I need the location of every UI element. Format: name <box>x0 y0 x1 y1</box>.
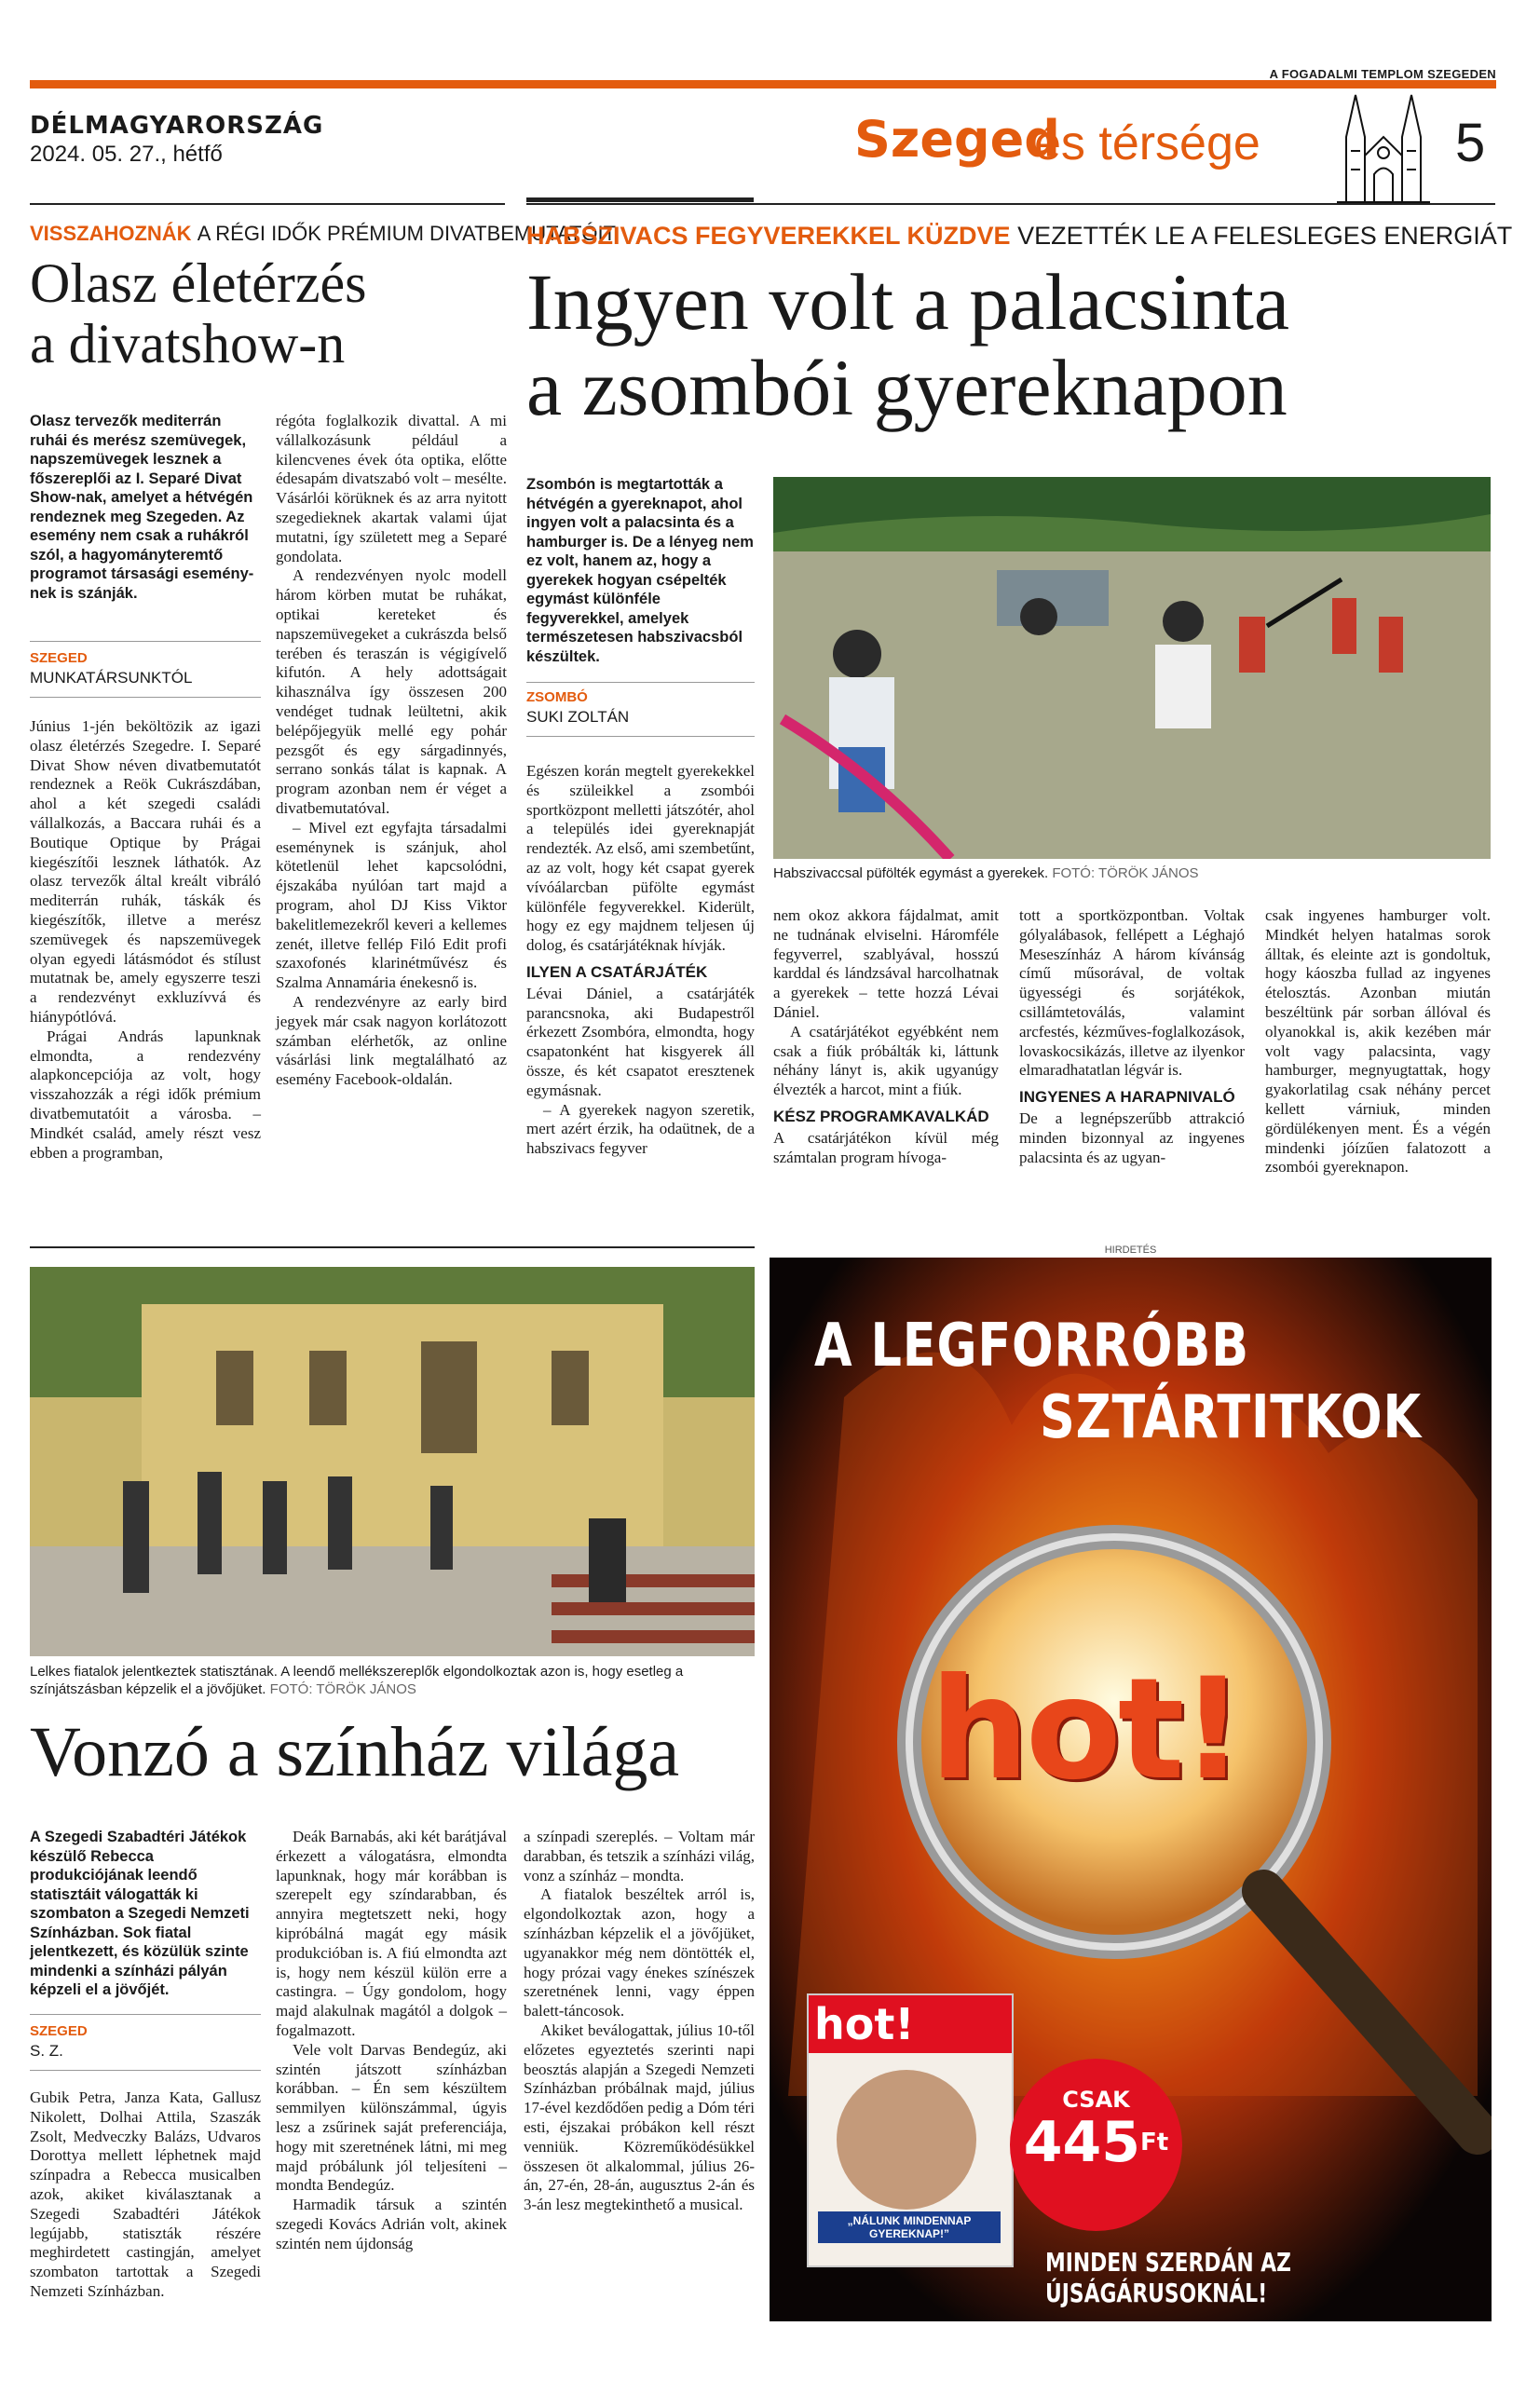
photo-credit: FOTÓ: TÖRÖK JÁNOS <box>1052 865 1199 881</box>
paragraph: A rendezvényen nyolc modell három körben mutat be ruhákat, optikai kereteket és napszemüvegeket a cukrászda belső terében és teraszán is végigívelő kifutón. A hely adottságait kihasználva így összesen 200 vendéget tudnak leültetni, akik belépőjegyük mellé egy pohár pezsgőt és egy sárgadinnyés, serrano sonkás tálat is kapnak. A program azonban nem ér véget a divatbemutatóval. <box>276 566 507 817</box>
subheading: ILYEN A CSATÁRJÁTÉK <box>526 962 708 981</box>
title-line: Ingyen volt a palacsinta <box>526 257 1290 347</box>
cover-headline: „NÁLUNK MINDENNAP GYEREKNAP!” <box>818 2211 1001 2243</box>
paragraph: – A gyerekek nagyon szeretik, mert azért érzik, ha odaütnek, de a habszivacs fegyver <box>526 1100 755 1158</box>
cathedral-icon <box>1332 86 1435 207</box>
divider <box>30 2014 261 2015</box>
ad-headline-2: SZTÁRTITKOK <box>1040 1383 1422 1452</box>
paragraph: tott a sportközpontban. Voltak gólyalábasok, fellépett a Léghajó Meseszínház A három kívánság című műsorával, de voltak ügyességi és sorjátékok, csillámtetoválás, valamint arcfestés, kézműves-foglalkozások, lovaskocsikázás, illetve az ilyenkor elmaradhatatlan légvár is. <box>1019 906 1245 1080</box>
paragraph: Lévai Dániel, a csatárjáték parancsnoka, aki Budapestről érkezett Zsombóra, elmondta, hogy csapatonként hat kisgyerek áll össze, és két csapatot eresztenek egymásnak. <box>526 984 755 1099</box>
ad-headline-1: A LEGFORRÓBB <box>814 1312 1249 1381</box>
paragraph: A csatárjátékot egyébként nem csak a fiúk próbálták ki, láttunk néhány lányt is, akik ugyanúgy élvezték a harcot, mint a fiúk. <box>773 1022 999 1099</box>
paragraph: Deák Barnabás, aki két barátjával érkezett a válogatásra, elmondta lapunknak, hogy már korábban is szerepelt egy színdarabban, és annyira megtetszett neki, hogy kipróbálná magát egy másik produkcióban is. A fiú elmondta azt is, hogy nem készül külön erre a castingra. – Úgy gondolom, hogy majd alakulnak magától a dolgok – fogalmazott. <box>276 1828 507 2039</box>
photo-caption <box>773 864 1491 882</box>
article-column <box>524 1828 755 2215</box>
paragraph: Harmadik társuk a szintén szegedi Kovács Adrián volt, akinek szintén nem újdonság <box>276 2196 507 2252</box>
ad-brand: hot! <box>930 1649 1241 1811</box>
header-accent-line <box>30 80 1496 88</box>
rule <box>30 1246 755 1248</box>
paragraph: Gubik Petra, Janza Kata, Gallusz Nikolett, Dolhai Attila, Szaszák Zsolt, Medveczky Balázs, Udvaros Dorottya mellett léphetnek majd színpadra a Rebecca musicalben azok, akiket kiválasztanak a Szegedi Szabadtéri Játékok legújabb, statiszták részére meghirdetett castingján, amelyet szombaton tartottak a Szegedi Nemzeti Színházban. <box>30 2088 261 2300</box>
paragraph: régóta foglalkozik divattal. A mi vállalkozásunk például a kilencvenes évek óta optika, előtte édesapám divatszabó volt – mesélte. Vásárlói körüknek és az arra nyitott szegedieknek akartak valami újat mutatni, így született meg a Separé gondolata. <box>276 412 507 565</box>
byline-author: S. Z. <box>30 2042 63 2060</box>
page-number: 5 <box>1455 113 1486 173</box>
byline-place: ZSOMBÓ <box>526 689 588 705</box>
article-column <box>30 2088 261 2302</box>
cover-photo <box>837 2070 976 2210</box>
article-lead: A Szegedi Szabadtéri Játékok készülő Rebecca produkciójának leendő statisztáit válogatták ki szombaton a Szegedi Nemzeti Színházban. Sok fiatal jelentkezett, és közülük szinte mindenki a színházi pályán képzeli el a jövőjét. <box>30 1829 250 1998</box>
byline-author: MUNKATÁRSUNKTÓL <box>30 669 193 687</box>
theatre-photo <box>30 1267 755 1656</box>
paragraph: csak ingyenes hamburger volt. Mindkét helyen hatalmas sorok álltak, és eleinte azt is gondoltuk, hogy káoszba fullad az ingyenes ételosztás. Azonban miután beszéltünk pár sorban állóval és olyanokkal is, akik kezében már volt vagy palacsinta, vagy hamburger, megnyugtattak, hogy gyakorlatilag csak néhány percet kellett várniuk, minden gördülékenyen ment. És a végén mindenki jóízűen falatozott a zsombói gyereknapon. <box>1265 906 1491 1177</box>
paper-name: DÉLMAGYARORSZÁG <box>30 112 324 140</box>
kicker-rest: VEZETTÉK LE A FELESLEGES ENERGIÁT <box>1017 222 1513 250</box>
paragraph: nem okoz akkora fájdalmat, amit ne tudnának elviselni. Háromféle fegyverrel, szablyával, hosszú karddal és lándzsával harcolhatnak a gyerekek – tette hozzá Lévai Dániel. <box>773 906 999 1021</box>
article-lead: Zsombón is megtartották a hétvégén a gyereknapot, ahol ingyen volt a palacsinta és a hamburger is. De a lényeg nem ez volt, hanem az, hogy a gyerekek hogyan csépelték egymást különféle fegyverekkel, amelyek természetesen habszivacsból készültek. <box>526 476 754 665</box>
photo-caption <box>30 1663 755 1698</box>
price-value: 445 <box>1023 2110 1141 2175</box>
kicker-bold: VISSZAHOZNÁK <box>30 222 192 245</box>
paragraph: Egészen korán megtelt gyerekekkel és szüleikkel a zsombói sportközpont melletti játszótér, ahol a település idei gyereknapját rendezték. Az első, ami szembetűnt, az az volt, hogy két csapat gyerek vívóálarcban püfölte egymást különféle fegyverekkel. Kiderült, hogy ez egy majdnem teljesen új dolog, és csatárjátéknak hívják. <box>526 762 755 955</box>
title-line: a zsombói gyereknapon <box>526 343 1288 432</box>
article-column <box>526 762 755 1159</box>
cover-logo: hot! <box>814 1999 915 2049</box>
issue-date: 2024. 05. 27., hétfő <box>30 142 223 167</box>
byline-author: SUKI ZOLTÁN <box>526 708 630 726</box>
kicker <box>526 222 1512 251</box>
article-column <box>1265 906 1491 1177</box>
ad-footer: MINDEN SZERDÁN AZ ÚJSÁGÁRUSOKNÁL! <box>1045 2247 1292 2308</box>
article-column <box>30 717 261 1163</box>
paragraph: Prágai András lapunknak elmondta, a rendezvény alapkoncepciója az volt, hogy visszahozzák a régi idők prémium divatbemutatóit a városba. – Mindkét család, amely részt vesz ebben a programban, <box>30 1027 261 1162</box>
magazine-cover <box>807 1993 1014 2267</box>
section-title-bold: Szeged <box>854 110 1060 169</box>
article-column <box>773 906 999 1167</box>
section-title-rest: és térsége <box>1034 116 1260 170</box>
templom-label: A FOGADALMI TEMPLOM SZEGEDEN <box>1269 67 1496 81</box>
article-title <box>30 253 366 374</box>
paragraph: De a legnépszerűbb attrakció minden bizonnyal az ingyenes palacsinta és az ugyan- <box>1019 1109 1245 1166</box>
article-title: Vonzó a színház világa <box>30 1713 680 1791</box>
price-currency: Ft <box>1140 2129 1169 2156</box>
byline-place: SZEGED <box>30 2023 88 2039</box>
byline-place: SZEGED <box>30 650 88 666</box>
title-line: Olasz életérzés <box>30 252 367 314</box>
article-column <box>276 412 507 1090</box>
advertisement[interactable] <box>770 1258 1492 2321</box>
divider <box>526 736 755 737</box>
kids-photo <box>773 477 1491 859</box>
paragraph: A rendezvényre az early bird jegyek már csak nagyon korlátozott számban elérhetők, az online vásárlási link megtalálható az esemény Facebook-oldalán. <box>276 992 507 1089</box>
divider <box>30 641 261 642</box>
caption-text: Habszivaccsal püfölték egymást a gyerekek. <box>773 865 1049 881</box>
divider <box>30 2070 261 2071</box>
ad-label: HIRDETÉS <box>1104 1245 1157 1256</box>
price-prefix: CSAK <box>1062 2087 1130 2113</box>
paragraph: a színpadi szereplés. – Voltam már darabban, és tetszik a színházi világ, vonz a színház – mondta. <box>524 1828 755 1884</box>
article-column <box>276 1828 507 2254</box>
kicker-bold: HABSZIVACS FEGYVEREKKEL KÜZDVE <box>526 222 1011 250</box>
paragraph: Június 1-jén beköltözik az igazi olasz életérzés Szegedre. I. Separé Divat Show néven divatbemutatót rendeznek a Reök Cukrászdában, ahol a két szegedi családi vállalkozás, a Baccara ruhái és a Boutique Optique by Prágai kiegészítői lesznek láthatók. Az olasz tervezők által kreált vibráló mediterrán ruhák, táskák és kiegészítők, illetve a merész szemüvegek és napszemüvegek olyan egyedi látásmódot és stílust mutatnak be, amely egyszerre teszi a rendezvényt exkluzívvá és hiánypótlóvá. <box>30 717 261 1026</box>
rule <box>30 203 505 205</box>
divider <box>526 682 755 683</box>
divider <box>30 697 261 698</box>
paragraph: A csatárjátékon kívül még számtalan program hívoga- <box>773 1128 999 1166</box>
article-lead: Olasz tervezők mediterrán ruhái és merész szemüvegek, napszemüvegek lesznek a főszereplői az I. Separé Divat Show-nak, amelyet a hétvégén rendeznek meg Szegeden. Az esemény nem csak a ruhákról szól, a hagyományteremtő programot társasági esemény-nek is szánják. <box>30 413 254 602</box>
caption-text: Lelkes fiatalok jelentkeztek statisztának. A leendő mellékszereplők elgondolkoztak azon is, hogy esetleg a színjátszásban képzelik el a jövőjüket. <box>30 1664 684 1697</box>
subheading: KÉSZ PROGRAMKAVALKÁD <box>773 1107 989 1125</box>
price-row <box>1010 2110 1182 2175</box>
paragraph: – Mivel ezt egyfajta társadalmi eseménynek is szánjuk, ahol kötetlenül lehet kapcsolódni, éjszakába nyúlóan tart majd a program, ahol DJ Kiss Viktor bakelitlemezekről keveri a kellemes zenét, illetve fellép Filó Edit profi szaxofonés klarinétművész és Szalma Annamária énekesnő is. <box>276 818 507 992</box>
paragraph: A fiatalok beszéltek arról is, elgondolkoztak azon, hogy a színházban képzelik el a jövőjüket, ugyanakkor még nem döntötték el, hogy prózai vagy énekes színészek szeretnének lenni, vagy éppen balett-táncosok. <box>524 1885 755 2020</box>
article-column <box>1019 906 1245 1167</box>
paragraph: Vele volt Darvas Bendegúz, aki szintén játszott színházban korábban. – Én sem készültem semmilyen különszámmal, úgyis lesz a zsűrinek saját preferenciája, hogy mit szeretnének látni, mi meg majd próbálunk jól teljesíteni – mondta Bendegúz. <box>276 2040 507 2195</box>
kicker-rest: A RÉGI IDŐK PRÉMIUM DIVATBEMUTATÓIT <box>197 222 617 245</box>
photo-credit: FOTÓ: TÖRÖK JÁNOS <box>269 1681 416 1697</box>
title-line: a divatshow-n <box>30 312 346 374</box>
rule <box>526 197 754 202</box>
paragraph: Akiket beválogattak, július 10-től előzetes egyeztetés szerinti napi beosztás alapján a Szegedi Nemzeti Színházban próbálnak majd, július 17-ével kezdődően pedig a Dóm téri esti, éjszakai próbákon kell részt venniük. Közreműködésükkel összesen öt alkalommal, július 26-án, 27-én, 28-án, augusztus 2-án és 3-án lesz megtekinthető a musical. <box>524 2020 755 2214</box>
rule <box>526 203 1495 205</box>
subheading: INGYENES A HARAPNIVALÓ <box>1019 1088 1235 1107</box>
price-badge <box>1010 2059 1182 2231</box>
article-title <box>526 259 1289 430</box>
